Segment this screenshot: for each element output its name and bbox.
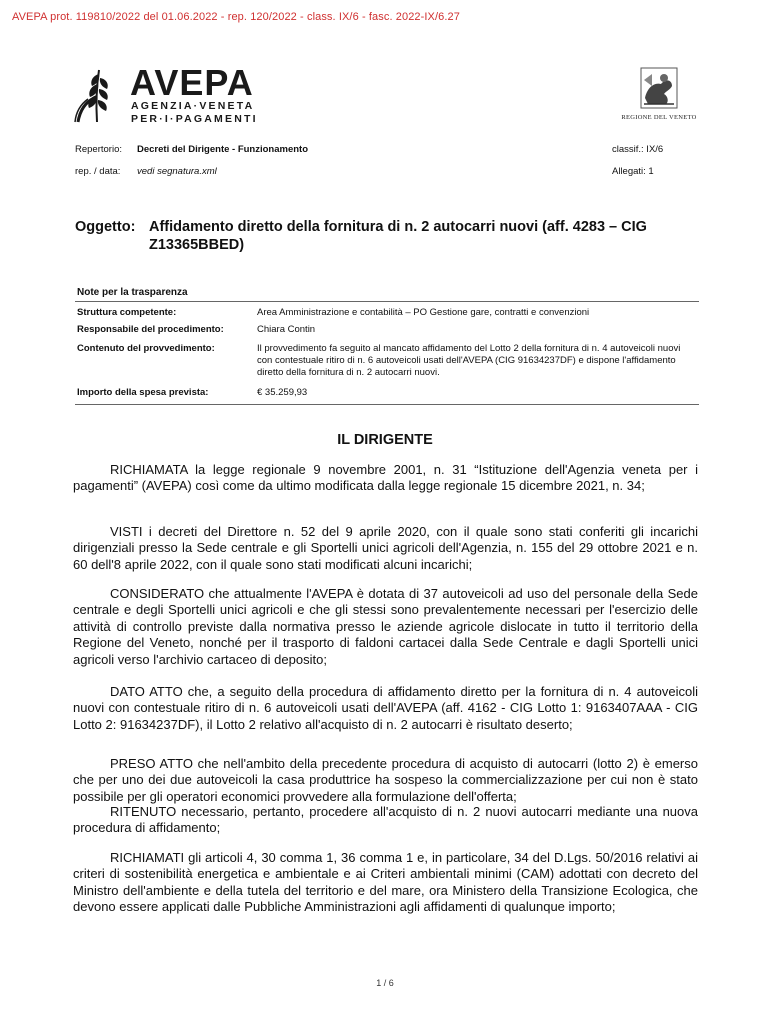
protocol-stamp: AVEPA prot. 119810/2022 del 01.06.2022 - rep. 120/2022 - class. IX/6 - fasc. 2022-IX/6.27 (12, 11, 460, 23)
note-key: Responsabile del procedimento: (77, 324, 224, 335)
paragraph: DATO ATTO che, a seguito della procedura di affidamento diretto per la fornitura di n. 4 autoveicoli nuovi con contestuale ritiro di n. 6 autoveicoli usati dell'AVEPA (aff. 4162 - CIG Lotto 1: 9163407AAA - CIG Lotto 2: 91634237DF), il Lotto 2 relativo all'acquisto di n. 2 autocarri è risultato deserto; (73, 684, 698, 732)
divider (75, 301, 699, 302)
note-value: Area Amministrazione e contabilità – PO Gestione gare, contratti e convenzioni (257, 307, 590, 318)
paragraph: RICHIAMATA la legge regionale 9 novembre 2001, n. 31 “Istituzione dell'Agenzia veneta per i pagamenti” (AVEPA) così come da ultimo modificata dalla legge regionale 15 dicembre 2021, n. 34; (73, 462, 698, 494)
repertorio-value: Decreti del Dirigente - Funzionamento (137, 144, 309, 155)
note-value: Chiara Contin (257, 324, 316, 335)
region-label: REGIONE DEL VENETO (621, 114, 697, 121)
notes-title: Note per la trasparenza (77, 287, 188, 298)
subject-label: Oggetto: (75, 219, 136, 235)
note-key: Contenuto del provvedimento: (77, 343, 215, 354)
regione-veneto-logo (614, 66, 704, 126)
classification: classif.: IX/6 (612, 144, 664, 155)
paragraph: PRESO ATTO che nell'ambito della precedente procedura di acquisto di autocarri (lotto 2) è emerso che per uno dei due autoveicoli la casa produttrice ha sospeso la commercializzazione per cui non è stato possibile per gli operatori economici provvedere alla formulazione dell'offerta; (73, 756, 698, 804)
divider (75, 404, 699, 405)
note-key: Struttura competente: (77, 307, 177, 318)
note-key: Importo della spesa prevista: (77, 387, 209, 398)
page-number: 1 / 6 (376, 978, 394, 988)
wheat-icon (72, 66, 122, 124)
logo-subtitle-2: PER·I·PAGAMENTI (131, 113, 258, 125)
paragraph: CONSIDERATO che attualmente l'AVEPA è dotata di 37 autoveicoli ad uso del personale della Sede centrale e degli Sportelli unici agricoli e che gli stessi sono prevalentemente necessari per l'esercizio delle attività di controllo previste dalla normativa presso le aziende agricole dislocate in tutto il territorio della Regione del Veneto, nonché per il trasporto di faldoni cartacei dalla Sede Centrale e dagli Sportelli unici agricoli verso l'archivio cartaceo di deposito; (73, 586, 698, 667)
avepa-logo (72, 62, 272, 126)
note-value: € 35.259,93 (257, 387, 308, 398)
note-value: Il provvedimento fa seguito al mancato affidamento del Lotto 2 della fornitura di n. 4 autoveicoli nuovi con contestuale ritiro di n. 6 autoveicoli usati dell'AVEPA (CIG 91634237DF) e dispone l'affidamento diretto della fornitura di n. 2 autocarri nuovi. (257, 343, 681, 378)
paragraph: RICHIAMATI gli articoli 4, 30 comma 1, 36 comma 1 e, in particolare, 34 del D.Lgs. 50/2016 relativi ai criteri di sostenibilità energetica e ambientale e ai Criteri ambientali minimi (CAM) adottati con decreto del Ministro dell'ambiente e della tutela del territorio e del mare, ora Ministero della Transizione Ecologica, che devono essere applicati dalle Pubbliche Amministrazioni agli affidamenti di qualunque importo; (73, 850, 698, 915)
lion-emblem-icon (614, 66, 704, 112)
paragraph: VISTI i decreti del Direttore n. 52 del 9 aprile 2020, con il quale sono stati conferiti gli incarichi dirigenziali presso la Sede centrale e gli Sportelli unici agricoli dell'Agenzia, n. 155 del 29 ottobre 2021 e n. 60 dell'8 aprile 2022, con il quale sono stati modificati alcuni incarichi; (73, 524, 698, 572)
repertorio-label: Repertorio: (75, 144, 122, 155)
logo-wordmark: AVEPA (130, 62, 254, 103)
section-heading: IL DIRIGENTE (337, 432, 433, 448)
rep-data-value: vedi segnatura.xml (137, 166, 217, 177)
logo-subtitle-1: AGENZIA·VENETA (131, 100, 255, 112)
paragraph: RITENUTO necessario, pertanto, procedere all'acquisto di n. 2 nuovi autocarri mediante una nuova procedura di affidamento; (73, 804, 698, 836)
attachments: Allegati: 1 (612, 166, 654, 177)
rep-data-label: rep. / data: (75, 166, 121, 177)
subject-text: Affidamento diretto della fornitura di n. 2 autocarri nuovi (aff. 4283 – CIG Z13365BBED) (149, 219, 647, 253)
